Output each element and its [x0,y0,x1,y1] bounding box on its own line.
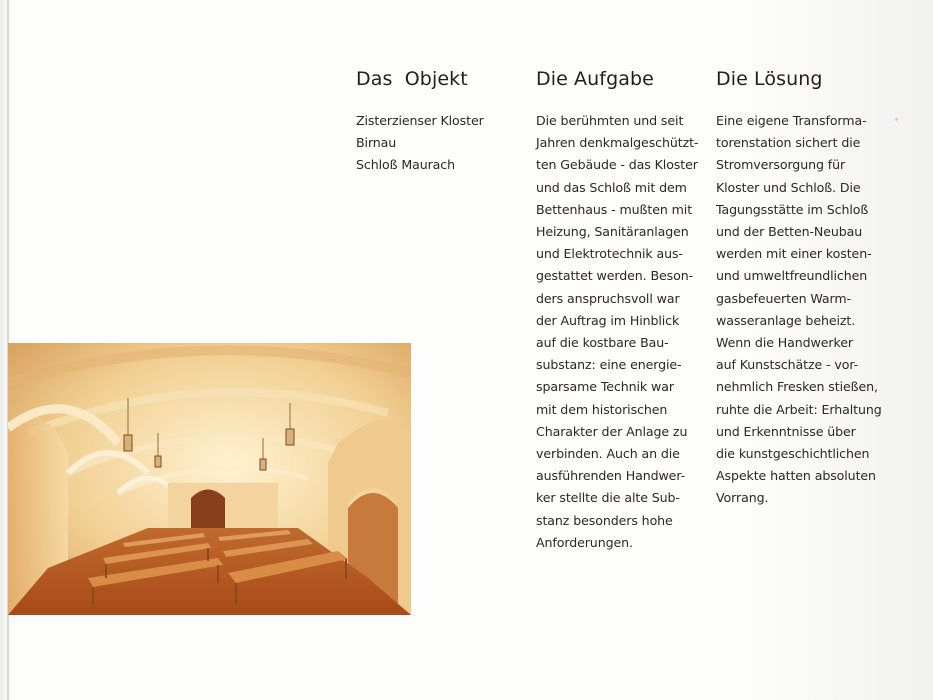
text-line: Stromversorgung für [716,157,846,173]
text-line: die kunstgeschichtlichen [716,446,870,462]
text-line: Die berühmten und seit [536,113,684,128]
text-line: Aspekte hatten absoluten [716,468,876,484]
text-line: und Erkenntnisse über [716,423,856,439]
hanging-lamp [260,459,266,470]
text-line: Eine eigene Transforma- [716,113,867,128]
loesung-text [716,110,886,510]
text-line: verbinden. Auch an die [536,446,680,462]
text-line: wasseranlage beheizt. [716,312,856,328]
refectory-photo [8,343,411,615]
text-line: Tagungsstätte im Schloß [716,201,869,217]
text-line: ruhte die Arbeit: Erhaltung [716,401,882,417]
text-line: Zisterzienser Kloster [356,113,484,128]
text-line: Anforderungen. [536,534,633,550]
heading-objekt: Das Objekt [356,68,468,90]
text-line: Schloß Maurach [356,157,456,173]
text-line: ten Gebäude - das Kloster [536,157,698,173]
aufgabe-text [536,110,706,554]
text-line: Birnau [356,135,397,151]
text-line: und das Schloß mit dem [536,179,687,195]
text-line: und der Betten-Neubau [716,224,863,240]
column-loesung [716,66,886,510]
text-line: ker stellte die alte Sub- [536,490,680,506]
hanging-lamp [286,429,294,445]
heading-loesung: Die Lösung [716,68,823,90]
text-line: und umweltfreundlichen [716,268,868,284]
text-line: ausführenden Handwer- [536,468,686,484]
refectory-illustration [8,343,411,615]
text-line: Charakter der Anlage zu [536,423,688,439]
column-aufgabe [536,66,706,554]
text-line: sparsame Technik war [536,379,674,395]
text-line: Jahren denkmalgeschützt- [536,135,699,151]
hanging-lamp [124,435,132,451]
text-line: gasbefeuerten Warm- [716,290,852,306]
text-line: werden mit einer kosten- [716,246,872,262]
column-objekt [356,66,521,177]
objekt-text [356,110,521,177]
back-door [191,490,225,529]
text-line: ders anspruchsvoll war [536,290,680,306]
text-line: mit dem historischen [536,401,668,417]
text-line: Heizung, Sanitäranlagen [536,224,689,240]
text-line: auf Kunstschätze - vor- [716,357,859,373]
text-line: Bettenhaus - mußten mit [536,201,693,217]
text-line: der Auftrag im Hinblick [536,312,680,328]
text-line: substanz: eine energie- [536,357,682,373]
text-line: Kloster und Schloß. Die [716,179,861,195]
hanging-lamp [155,456,161,467]
text-line: Vorrang. [716,490,769,506]
paper-speck [895,118,898,121]
heading-aufgabe: Die Aufgabe [536,68,654,90]
text-line: torenstation sichert die [716,135,861,151]
text-line: nehmlich Fresken stießen, [716,379,878,395]
text-line: Wenn die Handwerker [716,335,853,351]
text-line: stanz besonders hohe [536,512,673,528]
text-line: und Elektrotechnik aus- [536,246,683,262]
text-line: gestattet werden. Beson- [536,268,694,284]
text-line: auf die kostbare Bau- [536,335,669,351]
